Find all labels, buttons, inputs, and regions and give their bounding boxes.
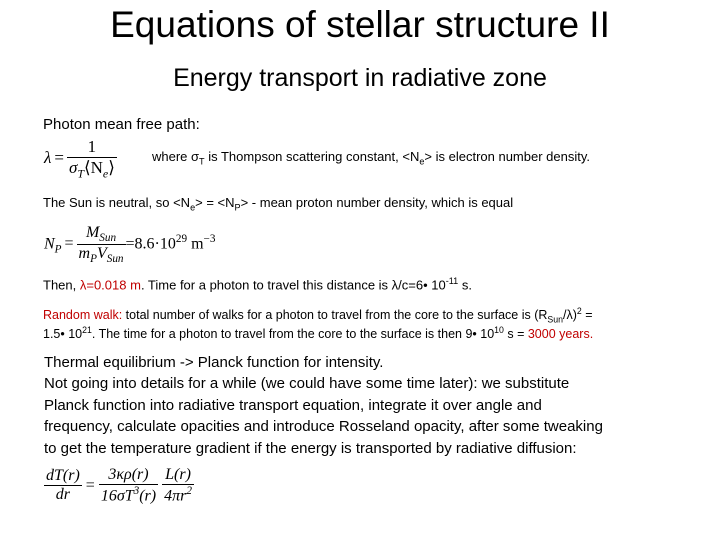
paragraph-line: to get the temperature gradient if the energy is transported by radiative diffusion: [44, 439, 577, 457]
mfp-sigma: σ [68, 158, 78, 177]
mfp-ne-sub: e [102, 166, 109, 181]
random-walk-part-5: . The time for a photon to travel from the core to the surface is then 9• 10 [91, 327, 495, 342]
neutral-part-1: The Sun is neutral, so <N [43, 195, 191, 210]
mfp-numerator: 1 [67, 137, 117, 158]
slide-title: Equations of stellar structure II [110, 4, 610, 45]
mfp-fraction [67, 137, 117, 181]
random-walk-part-3: = [581, 308, 593, 323]
mfp-where-sub-t: T [199, 156, 205, 167]
np-den-v-sub: Sun [106, 253, 124, 266]
gradient-equation [44, 466, 194, 505]
gradient-right-fraction [162, 466, 194, 505]
mfp-equals: = [54, 148, 64, 168]
gradient-mid-den-main: 16σT [100, 487, 134, 505]
np-denominator [77, 245, 126, 265]
then-part-1: Then, [43, 277, 80, 293]
np-result-exp: 29 [175, 233, 188, 246]
then-lambda-value: λ=0.018 m [79, 277, 141, 293]
gradient-mid-den [99, 485, 158, 505]
np-unit: m [187, 235, 204, 253]
gradient-mid-fraction [99, 466, 158, 505]
random-walk-part-1: total number of walks for a photon to travel from the core to the surface is (R [122, 308, 548, 323]
mfp-denominator [67, 158, 117, 181]
random-walk-exp-2: 2 [576, 306, 582, 316]
random-walk-part-4: 1.5• 10 [43, 327, 83, 342]
mfp-ne: ⟨N [83, 158, 103, 177]
mfp-sigma-sub: T [77, 166, 84, 181]
gradient-lhs-fraction [44, 467, 82, 504]
paragraph-line: Planck function into radiative transport equation, integrate it over angle and [44, 396, 542, 414]
np-equation [44, 224, 215, 265]
mfp-equation [44, 137, 117, 181]
np-unit-exp: −3 [203, 233, 216, 246]
gradient-right-den [162, 485, 194, 505]
mfp-where: where σ [152, 149, 200, 164]
random-walk-sub-sun: Sun [547, 314, 563, 325]
np-numerator [77, 224, 126, 245]
random-walk-part-2: /λ) [562, 308, 577, 323]
gradient-right-num: L(r) [162, 466, 194, 485]
mfp-explanation [152, 149, 590, 167]
then-text [43, 276, 472, 292]
gradient-right-den-main: 4πr [164, 487, 187, 505]
then-part-3: s. [458, 277, 472, 293]
random-walk-line-1 [43, 306, 593, 325]
np-den-v: V [96, 245, 107, 263]
random-walk-exp-21: 21 [82, 325, 92, 335]
radiative-diffusion-paragraph [44, 352, 603, 459]
np-lhs-sub: P [54, 243, 62, 256]
neutral-part-3: > - mean proton number density, which is equal [240, 195, 514, 210]
random-walk-exp-10: 10 [494, 325, 504, 335]
random-walk-part-6: s = [503, 327, 528, 342]
np-result: =8.6·10 [125, 235, 176, 253]
random-walk-label: Random walk: [43, 308, 123, 323]
gradient-right-den-exp: 2 [186, 485, 192, 497]
random-walk-years: 3000 years. [527, 327, 594, 342]
gradient-mid-den-exp: 3 [133, 485, 140, 497]
neutral-text [43, 195, 513, 213]
np-fraction [77, 224, 126, 265]
gradient-mid-num: 3κρ(r) [99, 466, 158, 485]
slide-subtitle: Energy transport in radiative zone [173, 64, 547, 92]
neutral-sub-e: e [190, 202, 196, 213]
mfp-close: ⟩ [108, 158, 115, 177]
random-walk-line-2 [43, 325, 593, 341]
mfp-where-end: > is electron number density. [424, 149, 590, 164]
mfp-lhs: λ [44, 148, 52, 168]
np-lhs: N [44, 235, 55, 253]
np-num-sub: Sun [99, 232, 117, 245]
neutral-sub-p: P [234, 202, 241, 213]
paragraph-line: Thermal equilibrium -> Planck function for intensity. [44, 354, 384, 371]
neutral-part-2: > = <N [195, 195, 235, 210]
mfp-heading: Photon mean free path: [43, 116, 200, 133]
then-part-2: . Time for a photon to travel this distance is λ/c=6• 10 [140, 277, 446, 293]
mfp-where-sub-e: e [419, 156, 425, 167]
gradient-lhs-den: dr [55, 486, 70, 504]
gradient-mid-den-end: (r) [139, 487, 157, 505]
paragraph-line: Not going into details for a while (we could have some time later): we substitute [44, 375, 570, 393]
np-equals: = [64, 235, 74, 253]
gradient-lhs-num: dT(r) [46, 467, 80, 485]
paragraph-line: frequency, calculate opacities and introduce Rosseland opacity, after some tweaking [44, 418, 603, 436]
then-exp: -11 [445, 276, 459, 286]
gradient-equals: = [85, 476, 95, 494]
np-den-m: m [78, 245, 91, 263]
np-num-m: M [85, 224, 100, 241]
np-den-m-sub: P [90, 253, 97, 266]
mfp-where-rest: is Thompson scattering constant, <N [204, 149, 420, 164]
